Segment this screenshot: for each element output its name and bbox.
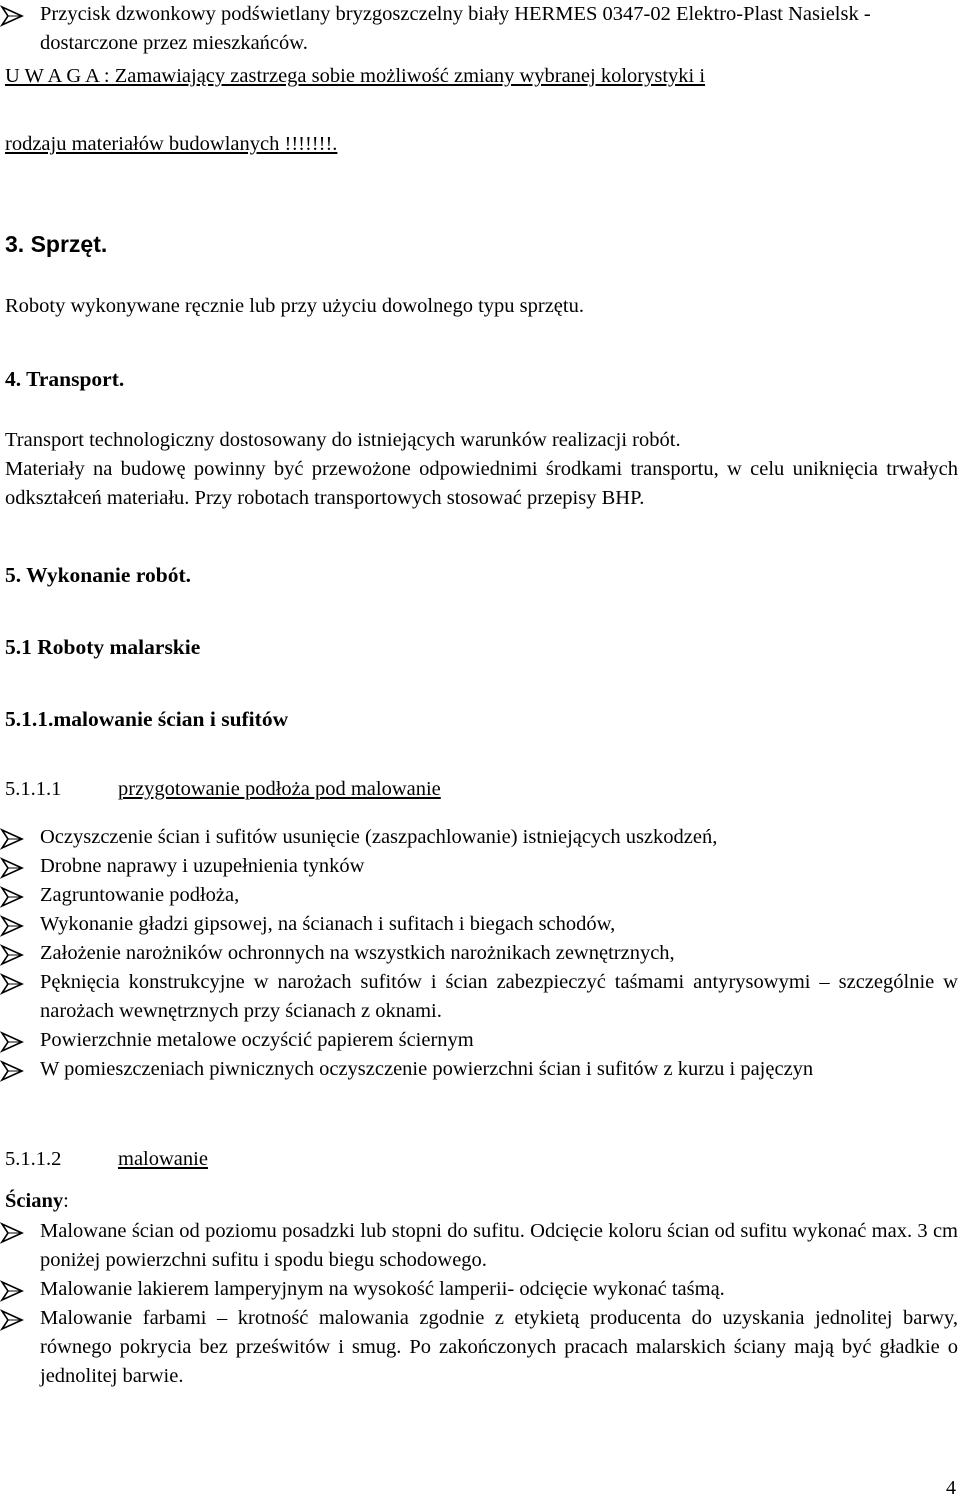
arrow-bullet-icon bbox=[0, 973, 24, 995]
list-item: Pęknięcia konstrukcyjne w narożach sufitów i ścian zabezpieczyć taśmami antyrysowymi – szczególnie w narożach wewnętrznych przy ścianach z oknami. bbox=[40, 971, 958, 1022]
arrow-bullet-icon bbox=[0, 828, 24, 850]
list-item: W pomieszczeniach piwnicznych oczyszczenie powierzchni ścian i sufitów z kurzu i pajęczyn bbox=[40, 1058, 814, 1080]
arrow-bullet-icon bbox=[0, 1031, 24, 1053]
paragraph: Roboty wykonywane ręcznie lub przy użyciu dowolnego typu sprzętu. bbox=[5, 295, 584, 317]
walls-label-text: Ściany bbox=[5, 1190, 64, 1212]
warning-line-1: U W A G A : Zamawiający zastrzega sobie możliwość zmiany wybranej kolorystyki i bbox=[5, 65, 706, 87]
subsection-number: 5.1.1.2 bbox=[5, 1148, 62, 1170]
subsection-title: przygotowanie podłoża pod malowanie bbox=[118, 778, 441, 800]
arrow-bullet-icon bbox=[0, 944, 24, 966]
arrow-bullet-icon bbox=[0, 1309, 24, 1331]
subsection-heading: 5.1 Roboty malarskie bbox=[5, 635, 201, 659]
subsection-title: malowanie bbox=[118, 1148, 208, 1170]
subsection-heading bbox=[5, 1145, 958, 1174]
walls-label-colon: : bbox=[63, 1190, 69, 1212]
list-item: Oczyszczenie ścian i sufitów usunięcie (zaszpachlowanie) istniejących uszkodzeń, bbox=[40, 826, 718, 848]
page-number: 4 bbox=[946, 1477, 956, 1499]
list-item: Założenie narożników ochronnych na wszystkich narożnikach zewnętrznych, bbox=[40, 942, 675, 964]
subsection-heading: 5.1.1.malowanie ścian i sufitów bbox=[5, 707, 289, 731]
list-item: Malowanie lakierem lamperyjnym na wysokość lamperii- odcięcie wykonać taśmą. bbox=[40, 1278, 725, 1300]
walls-label bbox=[5, 1187, 958, 1216]
list-item: Malowane ścian od poziomu posadzki lub stopni do sufitu. Odcięcie koloru ścian od sufitu wykonać max. 3 cm poniżej powierzchni sufitu i spodu biegu schodowego. bbox=[40, 1220, 958, 1271]
subsection-number: 5.1.1.1 bbox=[5, 778, 62, 800]
section-heading: 4. Transport. bbox=[5, 367, 125, 391]
list-item: Powierzchnie metalowe oczyścić papierem ściernym bbox=[40, 1029, 474, 1051]
arrow-bullet-icon bbox=[0, 1060, 24, 1082]
arrow-bullet-icon bbox=[0, 915, 24, 937]
arrow-bullet-icon bbox=[0, 5, 24, 27]
arrow-bullet-icon bbox=[0, 1280, 24, 1302]
list-item: Zagruntowanie podłoża, bbox=[40, 884, 240, 906]
paragraph: Materiały na budowę powinny być przewożone odpowiednimi środkami transportu, w celu uniknięcia trwałych odkształceń materiału. Przy robotach transportowych stosować przepisy BHP. bbox=[5, 458, 958, 509]
list-item: Wykonanie gładzi gipsowej, na ścianach i sufitach i biegach schodów, bbox=[40, 913, 616, 935]
section-heading: 5. Wykonanie robót. bbox=[5, 563, 191, 587]
list-item: Drobne naprawy i uzupełnienia tynków bbox=[40, 855, 365, 877]
list-item: Przycisk dzwonkowy podświetlany bryzgoszczelny biały HERMES 0347-02 Elektro-Plast Nasielsk - dostarczone przez mieszkańców. bbox=[40, 3, 871, 54]
arrow-bullet-icon bbox=[0, 886, 24, 908]
section-heading: 3. Sprzęt. bbox=[5, 231, 108, 257]
list-item: Malowanie farbami – krotność malowania zgodnie z etykietą producenta do uzyskania jednolitej barwy, równego pokrycia bez prześwitów i smug. Po zakończonych pracach malarskich ściany mają być gładkie o jednolitej barwie. bbox=[40, 1307, 958, 1387]
paragraph: Transport technologiczny dostosowany do istniejących warunków realizacji robót. bbox=[5, 429, 681, 451]
subsection-heading bbox=[5, 775, 958, 804]
arrow-bullet-icon bbox=[0, 1222, 24, 1244]
arrow-bullet-icon bbox=[0, 857, 24, 879]
warning-line-2: rodzaju materiałów budowlanych !!!!!!!. bbox=[5, 133, 338, 155]
